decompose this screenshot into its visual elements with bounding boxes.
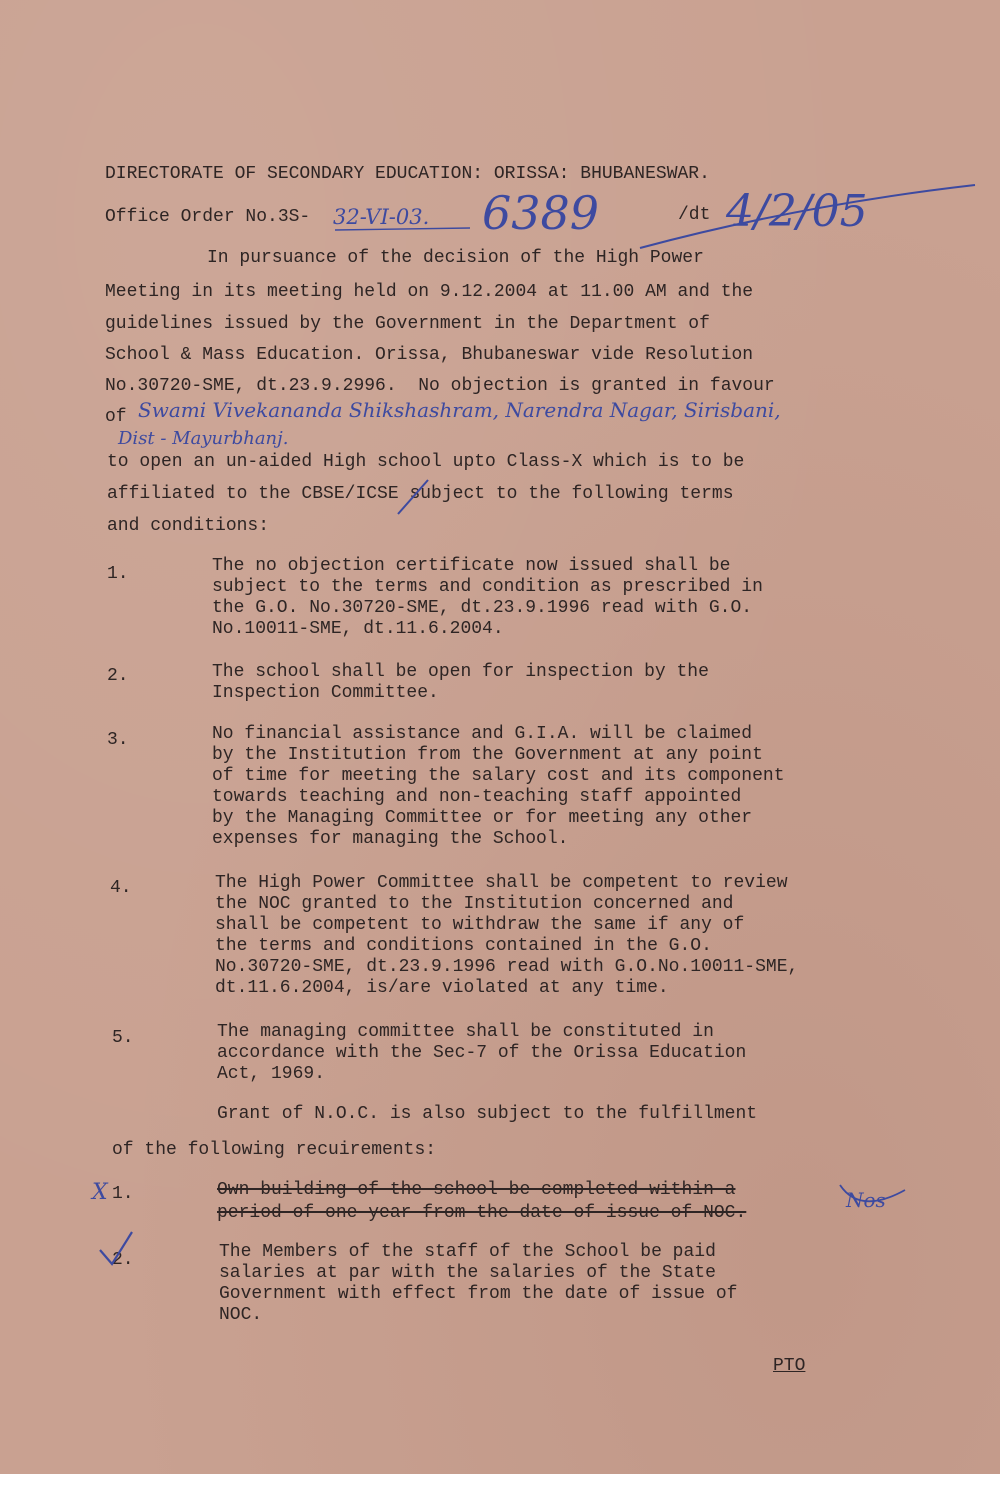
condition-line: No financial assistance and G.I.A. will be claimed <box>212 724 753 744</box>
requirement-number: 1. <box>112 1184 134 1204</box>
intro-after-line-2: affiliated to the CBSE/ICSE subject to the following terms <box>107 484 734 504</box>
intro-line-1: In pursuance of the decision of the High Power <box>207 248 704 268</box>
icse-strike-stroke <box>398 480 428 514</box>
order-number-handwritten: 6389 <box>482 186 600 240</box>
date-handwritten: 4/2/05 <box>726 186 868 237</box>
requirement-line: The Members of the staff of the School be paid <box>219 1242 716 1262</box>
date-underline-stroke <box>640 185 975 248</box>
intro-of-label: of <box>105 407 127 427</box>
district-handwritten: Dist - Mayurbhanj. <box>118 428 289 449</box>
condition-line: accordance with the Sec-7 of the Orissa Education <box>217 1043 747 1063</box>
directorate-heading: DIRECTORATE OF SECONDARY EDUCATION: ORISSA: BHUBANESWAR. <box>105 164 710 184</box>
condition-number: 2. <box>107 666 129 686</box>
intro-line-4: School & Mass Education. Orissa, Bhubaneswar vide Resolution <box>105 345 754 365</box>
condition-line: expenses for managing the School. <box>212 829 569 849</box>
condition-line: The no objection certificate now issued shall be <box>212 556 731 576</box>
intro-after-line-3: and conditions: <box>107 516 270 536</box>
condition-line: Act, 1969. <box>217 1064 326 1084</box>
condition-line: the NOC granted to the Institution concerned and <box>215 894 734 914</box>
condition-number: 5. <box>112 1028 134 1048</box>
condition-line: the terms and conditions contained in the G.O. <box>215 936 712 956</box>
requirement-cross-mark: X <box>92 1180 108 1205</box>
requirement-line: Government with effect from the date of issue of <box>219 1284 738 1304</box>
condition-line: The school shall be open for inspection by the <box>212 662 709 682</box>
requirement-line: NOC. <box>219 1305 263 1325</box>
annotation-bracket-stroke <box>840 1185 905 1201</box>
requirement-line: period of one year from the date of issue of NOC. <box>217 1203 747 1223</box>
condition-line: shall be competent to withdraw the same if any of <box>215 915 745 935</box>
condition-line: The High Power Committee shall be competent to review <box>215 873 788 893</box>
intro-line-2: Meeting in its meeting held on 9.12.2004 at 11.00 AM and the <box>105 282 754 302</box>
intro-line-3: guidelines issued by the Government in the Department of <box>105 314 710 334</box>
intro-line-5: No.30720-SME, dt.23.9.2996. No objection is granted in favour <box>105 376 775 396</box>
requirement-annotation-handwritten: Nos <box>846 1188 886 1212</box>
condition-line: by the Managing Committee or for meeting any other <box>212 808 753 828</box>
condition-line: No.30720-SME, dt.23.9.1996 read with G.O.No.10011-SME, <box>215 957 799 977</box>
order-file-handwritten: 32-VI-03. <box>333 205 430 229</box>
condition-number: 3. <box>107 730 129 750</box>
requirements-intro-line-1: Grant of N.O.C. is also subject to the fulfillment <box>217 1104 758 1124</box>
requirement-line: Own building of the school be completed within a <box>217 1180 736 1200</box>
condition-line: Inspection Committee. <box>212 683 439 703</box>
pto-label: PTO <box>773 1356 806 1376</box>
condition-line: the G.O. No.30720-SME, dt.23.9.1996 read with G.O. <box>212 598 753 618</box>
condition-line: by the Institution from the Government at any point <box>212 745 763 765</box>
order-file-underline-stroke <box>335 228 470 230</box>
requirement-line: salaries at par with the salaries of the State <box>219 1263 716 1283</box>
order-prefix: Office Order No.3S- <box>105 207 311 227</box>
school-name-handwritten: Swami Vivekananda Shikshashram, Narendra Nagar, Sirisbani, <box>138 398 781 422</box>
condition-line: of time for meeting the salary cost and its component <box>212 766 785 786</box>
requirements-intro-line-2: of the following recuirements: <box>112 1140 437 1160</box>
condition-number: 4. <box>110 878 132 898</box>
condition-line: towards teaching and non-teaching staff appointed <box>212 787 742 807</box>
condition-line: dt.11.6.2004, is/are violated at any time. <box>215 978 669 998</box>
condition-line: No.10011-SME, dt.11.6.2004. <box>212 619 504 639</box>
date-prefix: /dt <box>678 205 711 225</box>
intro-after-line-1: to open an un-aided High school upto Class-X which is to be <box>107 452 745 472</box>
condition-number: 1. <box>107 564 129 584</box>
requirement-number: 2. <box>112 1250 134 1270</box>
check-mark-stroke <box>100 1232 132 1264</box>
condition-line: subject to the terms and condition as prescribed in <box>212 577 763 597</box>
condition-line: The managing committee shall be constituted in <box>217 1022 714 1042</box>
